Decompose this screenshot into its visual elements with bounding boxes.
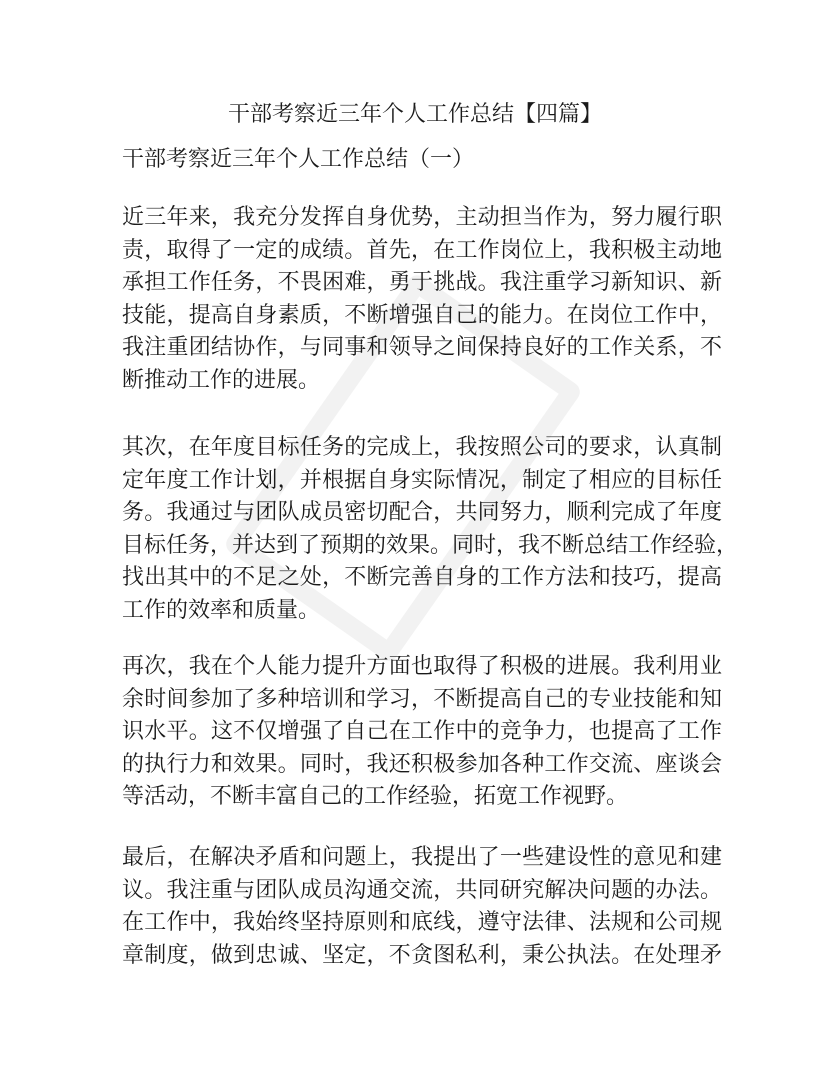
text-line: 最后，在解决矛盾和问题上，我提出了一些建设性的意见和建 — [122, 845, 722, 870]
text-line: 余时间参加了多种培训和学习，不断提高自己的专业技能和知 — [122, 686, 722, 712]
text-line: 等活动，不断丰富自己的工作经验，拓宽工作视野。 — [122, 784, 629, 809]
paragraph — [122, 842, 722, 972]
text-line: 我注重团结协作，与同事和领导之间保持良好的工作关系，不 — [122, 335, 722, 360]
text-line: 在工作中，我始终坚持原则和底线，遵守法律、法规和公司规 — [122, 910, 722, 935]
text-line: 定年度工作计划，并根据自身实际情况，制定了相应的目标任 — [122, 467, 722, 493]
text-line: 其次，在年度目标任务的完成上，我按照公司的要求，认真制 — [122, 435, 722, 460]
text-line: 近三年来，我充分发挥自身优势，主动担当作为，努力履行职 — [122, 205, 722, 230]
paragraph — [122, 202, 722, 397]
text-line: 技能，提高自身素质，不断增强自己的能力。在岗位工作中， — [122, 302, 722, 328]
text-line: 工作的效率和质量。 — [122, 597, 321, 623]
document-title: 干部考察近三年个人工作总结【四篇】 — [227, 102, 602, 127]
text-line: 识水平。这不仅增强了自己在工作中的竞争力，也提高了工作 — [122, 719, 722, 744]
text-line: 承担工作任务，不畏困难，勇于挑战。我注重学习新知识、新 — [122, 270, 722, 295]
text-line: 目标任务，并达到了预期的效果。同时，我不断总结工作经验， — [122, 532, 739, 558]
text-line: 责，取得了一定的成绩。首先，在工作岗位上，我积极主动地 — [122, 237, 722, 263]
text-line: 章制度，做到忠诚、坚定，不贪图私利，秉公执法。在处理矛 — [122, 942, 722, 968]
text-line: 断推动工作的进展。 — [122, 367, 321, 393]
text-line: 的执行力和效果。同时，我还积极参加各种工作交流、座谈会 — [122, 751, 722, 777]
paragraph — [122, 432, 739, 627]
text-line: 务。我通过与团队成员密切配合，共同努力，顺利完成了年度 — [122, 500, 722, 525]
text-line: 再次，我在个人能力提升方面也取得了积极的进展。我利用业 — [122, 654, 722, 679]
text-line: 议。我注重与团队成员沟通交流，共同研究解决问题的办法。 — [122, 877, 722, 903]
paragraph — [122, 651, 722, 814]
text-line: 找出其中的不足之处，不断完善自身的工作方法和技巧，提高 — [122, 565, 722, 590]
section-heading: 干部考察近三年个人工作总结（一） — [122, 147, 475, 172]
